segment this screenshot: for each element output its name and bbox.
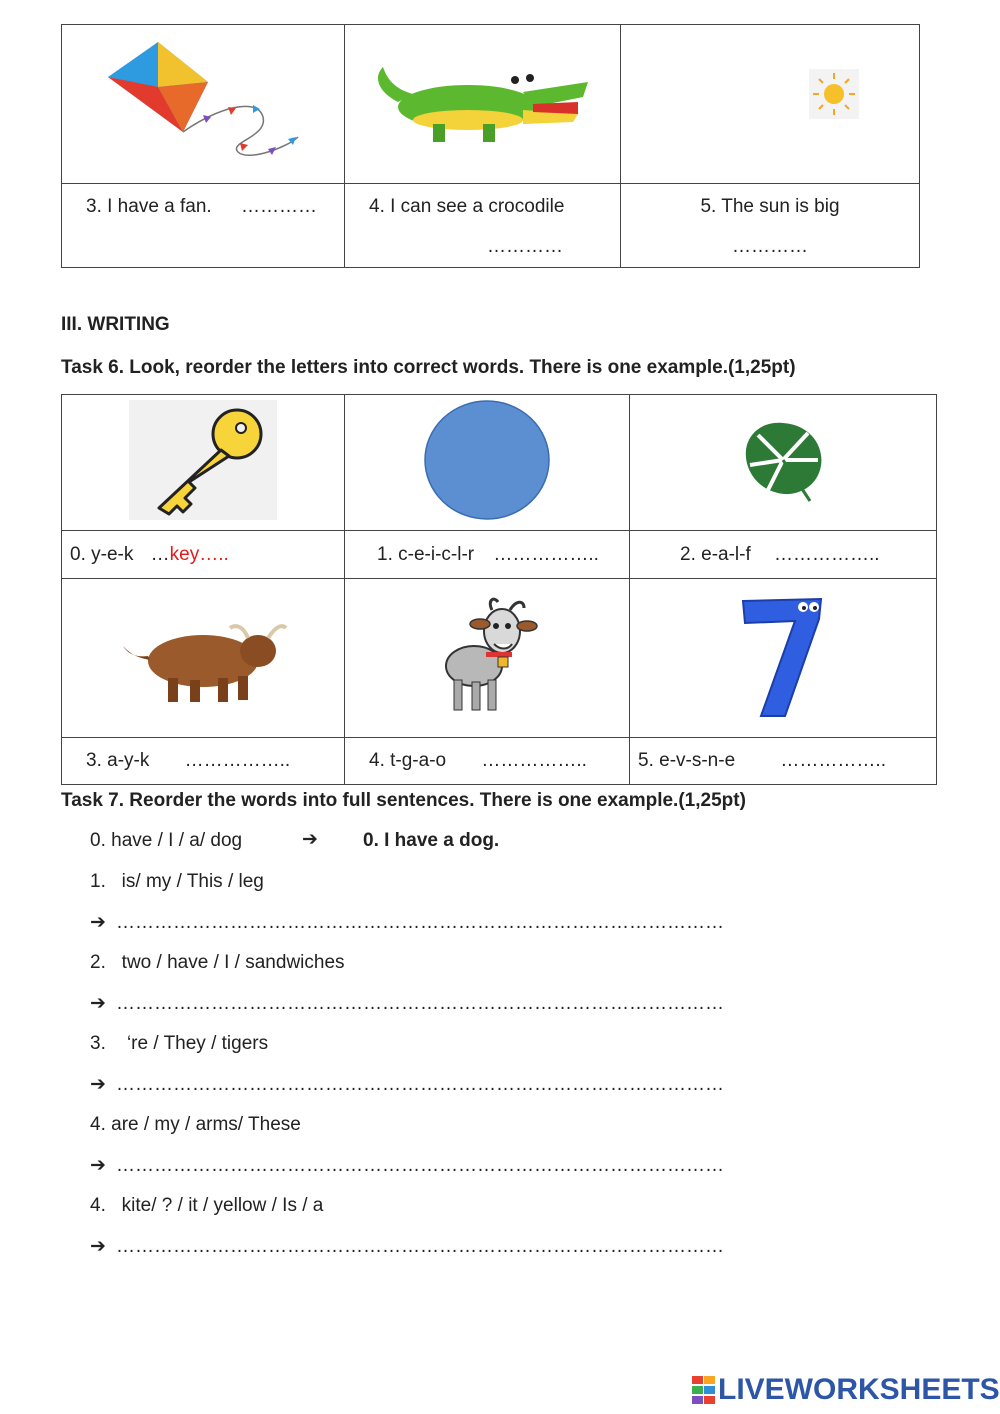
task7-item-5-prompt: 4. kite/ ? / it / yellow / Is / a: [90, 1195, 324, 1216]
task7-item-4-answer[interactable]: ➔ ……………………………………………………………………………………: [90, 1155, 724, 1176]
task6-item-4: 4. t-g-a-o ……………..: [345, 738, 630, 785]
arrow-icon: ➔: [302, 829, 318, 850]
crocodile-cell: [345, 25, 621, 184]
kite-cell: [62, 25, 345, 184]
task7-example: [90, 829, 500, 852]
task7-item-2-answer[interactable]: ➔ ……………………………………………………………………………………: [90, 993, 724, 1014]
task6-title: Task 6. Look, reorder the letters into correct words. There is one example.(1,25pt): [61, 357, 796, 378]
task6-item-1: 1. c-e-i-c-l-r ……………..: [345, 531, 630, 579]
arrow-icon: ➔: [90, 1074, 106, 1095]
task7-item-2-prompt: 2. two / have / I / sandwiches: [90, 952, 345, 973]
task7-item-5-answer[interactable]: ➔ ……………………………………………………………………………………: [90, 1236, 724, 1257]
crocodile-image: [373, 52, 593, 152]
example-answer-sentence: 0. I have a dog.: [363, 830, 500, 851]
kite-image: [88, 37, 318, 167]
task7-item-4-prompt: 4. are / my / arms/ These: [90, 1114, 301, 1135]
liveworksheets-icon: [692, 1376, 716, 1404]
task6-table: [61, 394, 937, 785]
goat-image: [432, 596, 542, 716]
goat-cell: [345, 579, 630, 738]
answer-blank[interactable]: ……………..: [493, 543, 599, 565]
answer-blank[interactable]: ……………..: [184, 750, 291, 771]
task5-caption-5: 5. The sun is big …………: [621, 184, 920, 268]
arrow-icon: ➔: [90, 1155, 106, 1176]
arrow-icon: ➔: [90, 912, 106, 933]
circle-cell: [345, 395, 630, 531]
task7-item-1-answer[interactable]: ➔ ……………………………………………………………………………………: [90, 912, 724, 933]
task7-item-3-prompt: 3. ‘re / They / tigers: [90, 1033, 269, 1054]
circle-image: [422, 398, 552, 522]
seven-image: [733, 591, 833, 721]
task5-table: [61, 24, 920, 268]
yak-image: [118, 606, 288, 706]
task6-item-0: 0. y-e-k …key…..: [62, 531, 345, 579]
task5-caption-3: 3. I have a fan. …………: [62, 184, 345, 268]
task6-item-5: 5. e-v-s-n-e ……………..: [630, 738, 937, 785]
brand-name: LIVEWORKSHEETS: [718, 1373, 1000, 1406]
seven-cell: [630, 579, 937, 738]
task7-title: Task 7. Reorder the words into full sentences. There is one example.(1,25pt): [61, 790, 746, 811]
sun-cell: [621, 25, 920, 184]
key-cell: [62, 395, 345, 531]
answer-blank[interactable]: ……………..: [481, 750, 587, 771]
sun-image: [809, 69, 859, 119]
key-image: [129, 400, 277, 520]
task6-item-2: 2. e-a-l-f ……………..: [630, 531, 937, 579]
leaf-image: [738, 415, 828, 505]
example-prompt: 0. have / I / a/ dog: [90, 830, 243, 851]
arrow-icon: ➔: [90, 993, 106, 1014]
task7-item-1-prompt: 1. is/ my / This / leg: [90, 871, 264, 892]
answer-blank[interactable]: ……………..: [780, 750, 886, 771]
task7-item-3-answer[interactable]: ➔ ……………………………………………………………………………………: [90, 1074, 724, 1095]
task6-item-3: 3. a-y-k ……………..: [62, 738, 345, 785]
task5-caption-4: 4. I can see a crocodile …………: [345, 184, 621, 268]
leaf-cell: [630, 395, 937, 531]
yak-cell: [62, 579, 345, 738]
arrow-icon: ➔: [90, 1236, 106, 1257]
example-answer: key: [169, 543, 200, 565]
liveworksheets-logo[interactable]: [692, 1372, 1000, 1408]
answer-blank[interactable]: ……………..: [774, 543, 880, 565]
section-title: III. WRITING: [61, 314, 170, 335]
